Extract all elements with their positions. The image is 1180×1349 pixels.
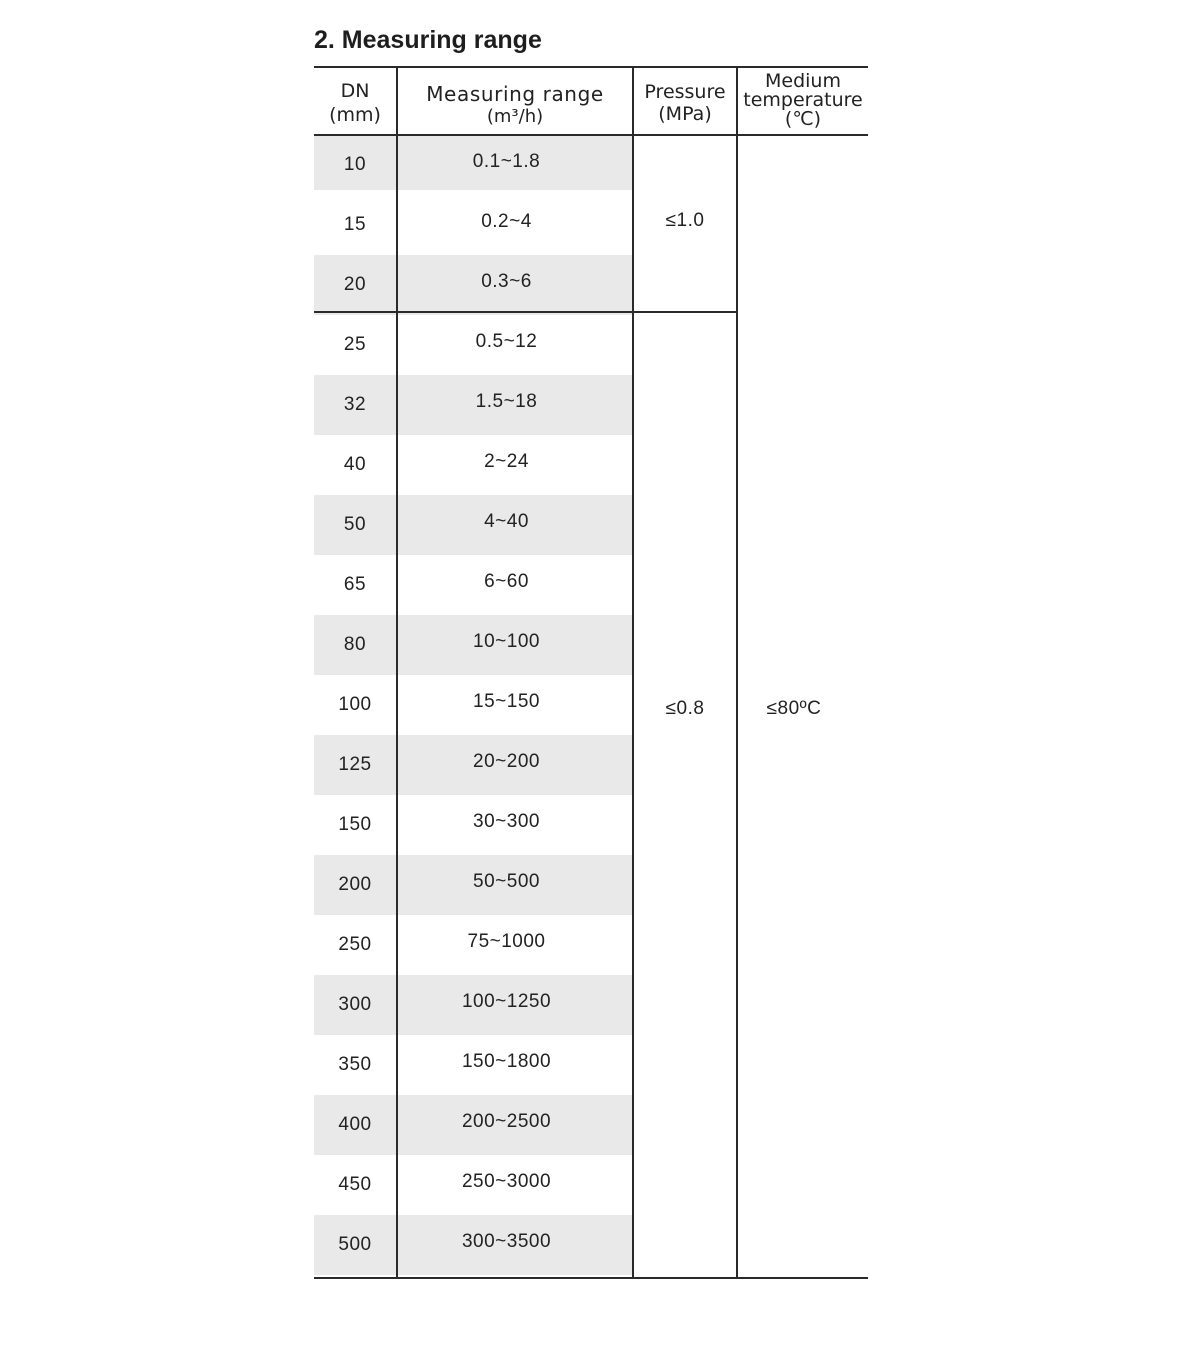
range-cell: 15~150 <box>473 691 540 712</box>
range-cell: 0.2~4 <box>481 211 532 232</box>
range-cell: 1.5~18 <box>475 391 538 412</box>
range-cell: 100~1250 <box>461 991 552 1012</box>
dn-cell: 10 <box>343 154 367 175</box>
dn-cell: 125 <box>338 754 372 775</box>
range-cell: 250~3000 <box>461 1171 552 1192</box>
column-divider-2 <box>632 66 634 1279</box>
header-pressure <box>634 83 736 124</box>
section-title: 2. Measuring range <box>314 26 542 54</box>
header-temperature-label-2: temperature <box>743 89 863 111</box>
dn-cell: 350 <box>338 1054 372 1075</box>
header-temperature-unit: (℃) <box>784 108 822 130</box>
dn-cell: 500 <box>338 1234 372 1255</box>
dn-cell: 65 <box>343 574 367 595</box>
range-cell: 2~24 <box>484 451 529 472</box>
range-cell: 6~60 <box>484 571 529 592</box>
dn-cell: 15 <box>343 214 367 235</box>
pressure-cell-1: ≤1.0 <box>665 210 705 231</box>
header-temperature-label: Medium <box>765 70 841 92</box>
dn-cell: 50 <box>343 514 367 535</box>
dn-cell: 150 <box>338 814 372 835</box>
header-dn <box>314 82 396 125</box>
dn-cell: 100 <box>338 694 372 715</box>
header-dn-unit: (mm) <box>329 104 381 126</box>
range-cell: 300~3500 <box>461 1231 552 1252</box>
range-cell: 30~300 <box>473 811 540 832</box>
header-dn-label: DN <box>340 80 370 102</box>
range-cell: 10~100 <box>473 631 540 652</box>
column-divider-1 <box>396 66 398 1279</box>
dn-cell: 80 <box>343 634 367 655</box>
pressure-cell-2: ≤0.8 <box>665 698 705 719</box>
range-cell: 0.1~1.8 <box>472 151 541 172</box>
header-temperature <box>738 72 868 129</box>
dn-cell: 20 <box>343 274 367 295</box>
dn-cell: 400 <box>338 1114 372 1135</box>
range-cell: 0.5~12 <box>475 331 538 352</box>
temperature-cell: ≤80ºC <box>766 698 822 719</box>
dn-cell: 450 <box>338 1174 372 1195</box>
range-cell: 150~1800 <box>461 1051 552 1072</box>
column-divider-3 <box>736 66 738 1279</box>
range-cell: 75~1000 <box>467 931 546 952</box>
header-range-unit: (m³/h) <box>486 106 544 127</box>
dn-cell: 300 <box>338 994 372 1015</box>
header-range-label: Measuring range <box>426 82 604 106</box>
dn-cell: 25 <box>343 334 367 355</box>
range-cell: 0.3~6 <box>481 271 532 292</box>
range-cell: 20~200 <box>473 751 540 772</box>
dn-cell: 40 <box>343 454 367 475</box>
header-range <box>398 82 632 127</box>
dn-cell: 32 <box>343 394 367 415</box>
header-pressure-unit: (MPa) <box>658 103 712 125</box>
dn-cell: 200 <box>338 874 372 895</box>
range-cell: 50~500 <box>473 871 540 892</box>
group-divider-rule <box>314 311 737 313</box>
range-cell: 4~40 <box>484 511 529 532</box>
header-pressure-label: Pressure <box>644 81 726 103</box>
range-cell: 200~2500 <box>461 1111 552 1132</box>
dn-cell: 250 <box>338 934 372 955</box>
